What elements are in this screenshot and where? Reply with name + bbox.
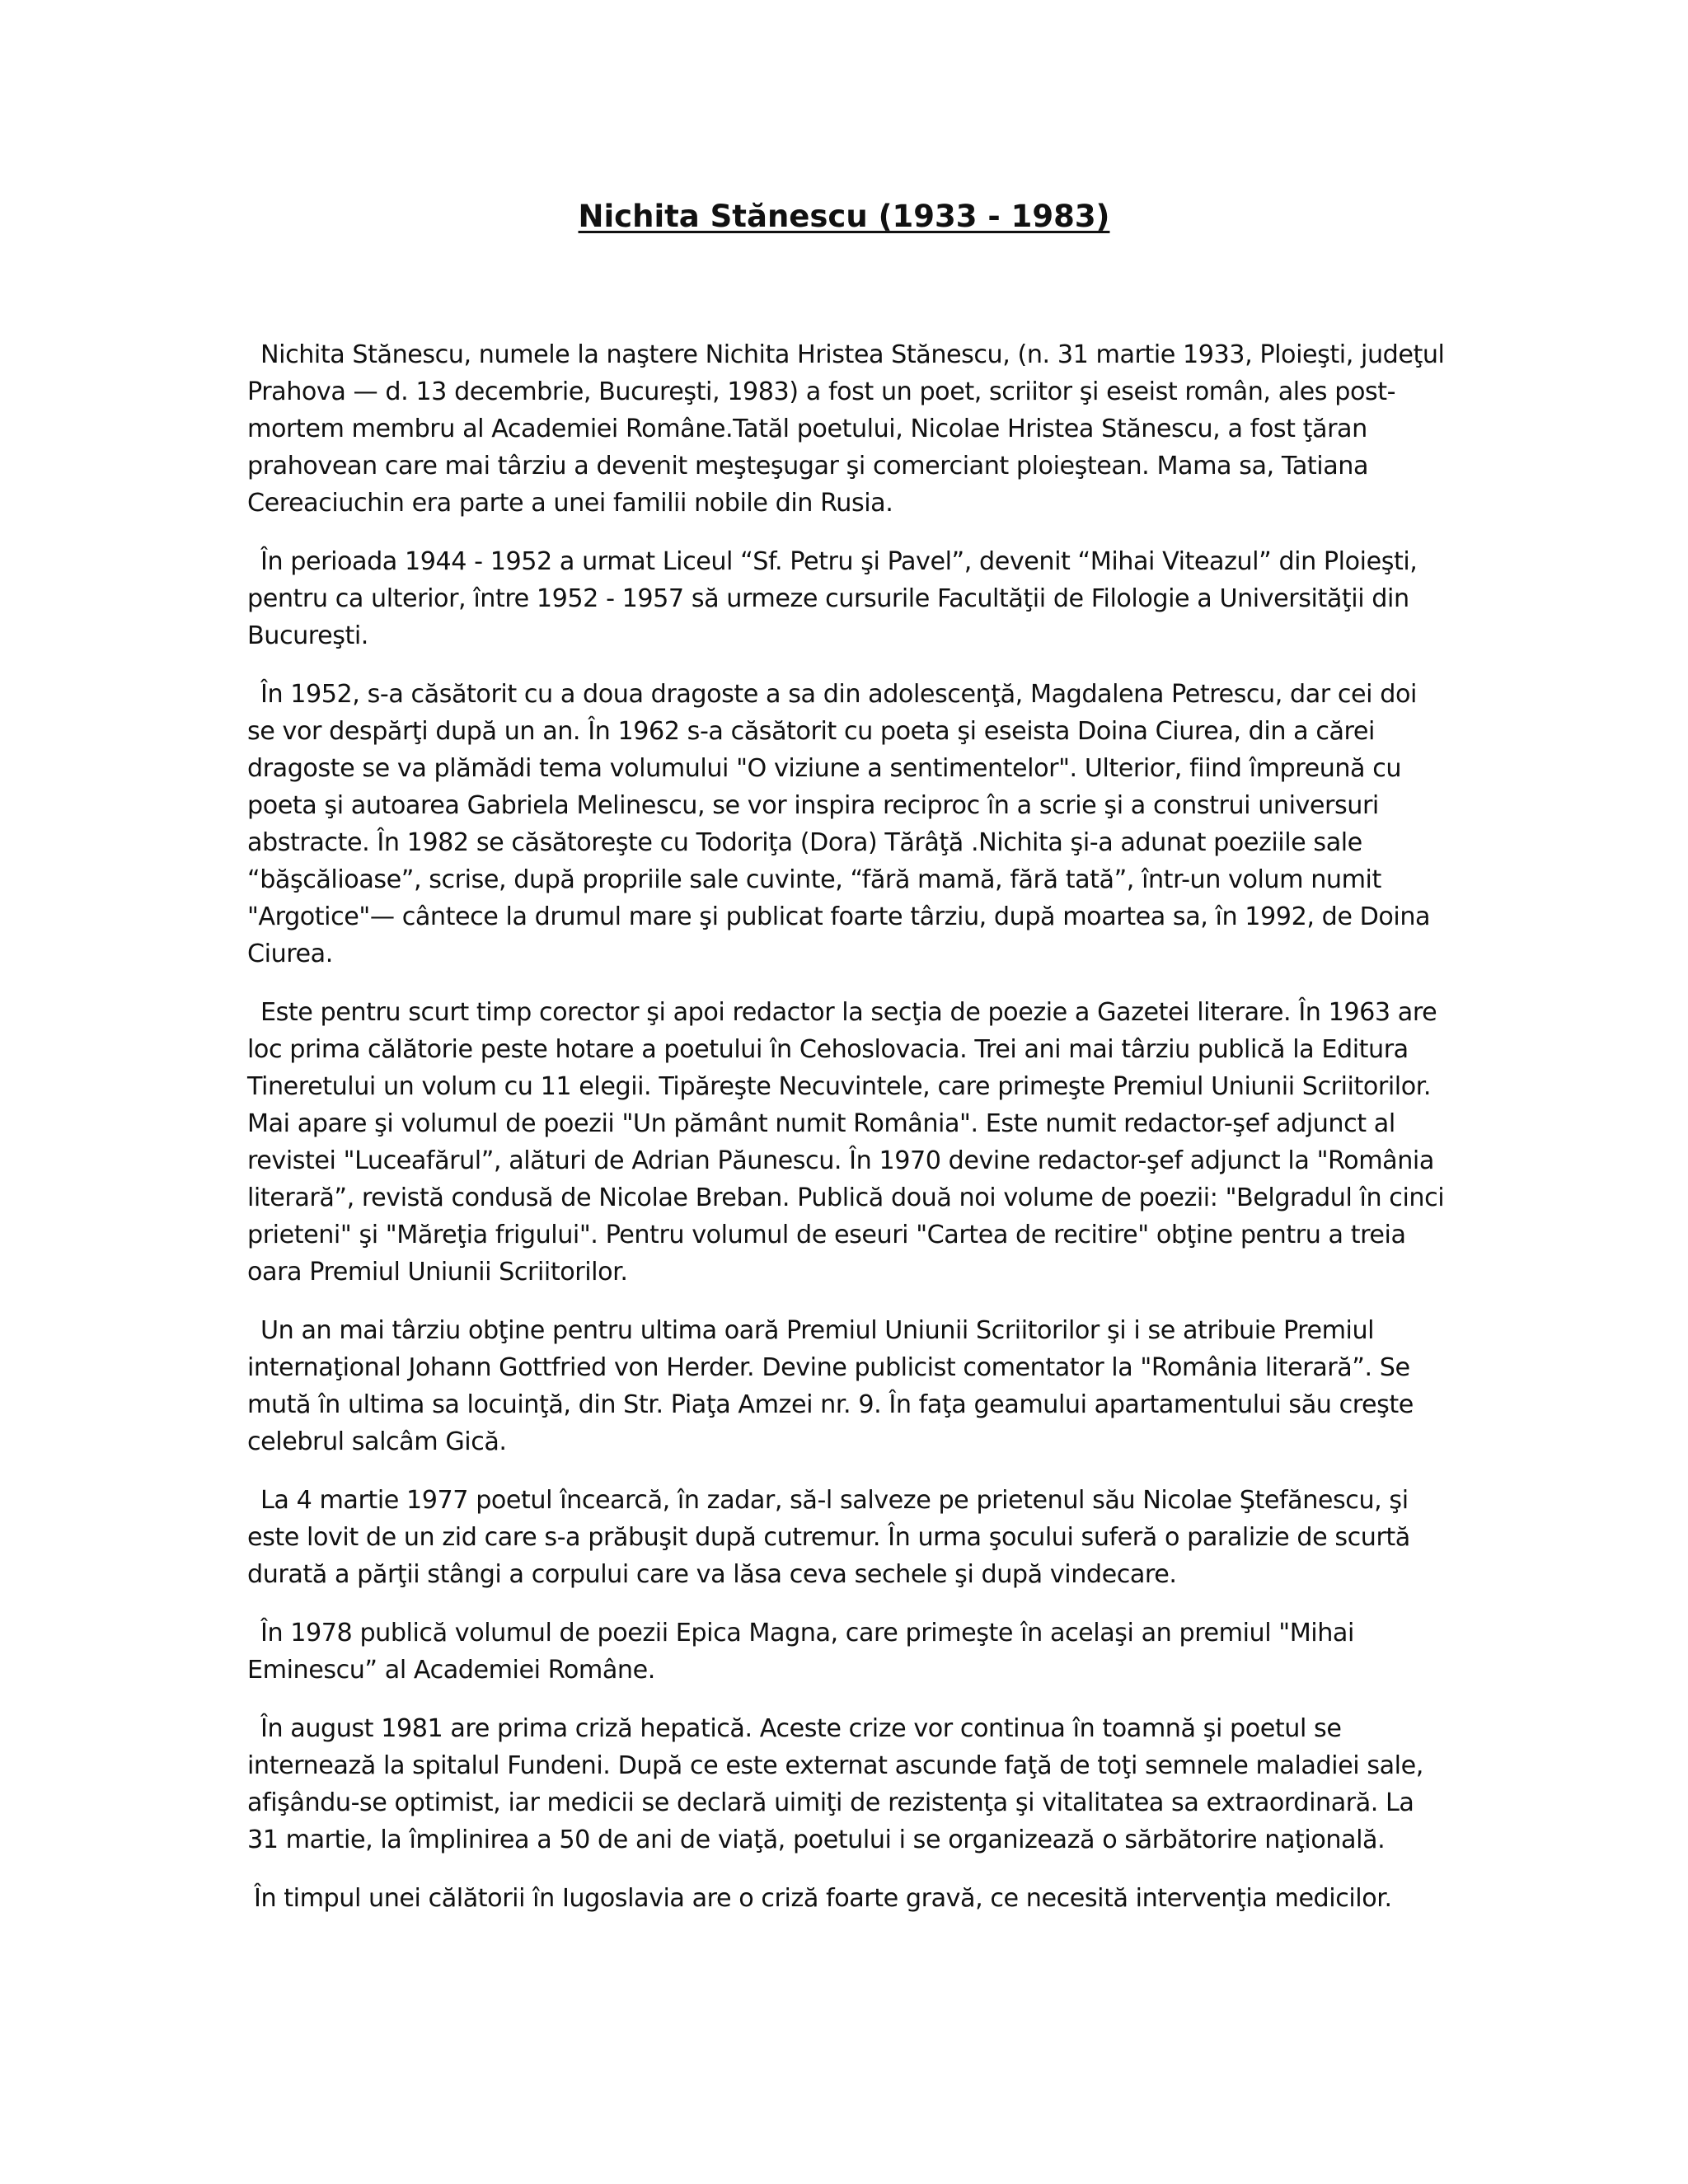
document-body xyxy=(247,336,1447,1917)
paragraph-career: Este pentru scurt timp corector şi apoi redactor la secţia de poezie a Gazetei literare. În 1963 are loc prima călătorie peste hotare a poetului în Cehoslovacia. Trei ani mai târziu publică la Editura Tineretului un volum cu 11 elegii. Tipăreşte Necuvintele, care primeşte Premiul Uniunii Scriitorilor. Mai apare şi volumul de poezii "Un pământ numit România". Este numit redactor-şef adjunct al revistei "Luceafărul”, alături de Adrian Păunescu. În 1970 devine redactor-şef adjunct la "România literară”, revistă condusă de Nicolae Breban. Publică două noi volume de poezii: "Belgradul în cinci prieteni" şi "Măreţia frigului". Pentru volumul de eseuri "Cartea de recitire" obţine pentru a treia oara Premiul Uniunii Scriitorilor. xyxy=(247,998,1445,1286)
document-title-text: Nichita Stănescu (1933 - 1983) xyxy=(578,199,1110,234)
paragraph-marriages: În 1952, s-a căsătorit cu a doua dragoste a sa din adolescenţă, Magdalena Petrescu, dar cei doi se vor despărţi după un an. În 1962 s-a căsătorit cu poeta şi eseista Doina Ciurea, din a cărei dragoste se va plămădi tema volumului "O viziune a sentimentelor". Ulterior, fiind împreună cu poeta şi autoarea Gabriela Melinescu, se vor inspira reciproc în a scrie şi a construi universuri abstracte. În 1982 se căsătoreşte cu Todoriţa (Dora) Tărâţă .Nichita şi-a adunat poeziile sale “băşcălioase”, scrise, după propriile sale cuvinte, “fără mamă, fără tată”, într-un volum numit "Argotice"— cântece la drumul mare şi publicat foarte târziu, după moartea sa, în 1992, de Doina Ciurea. xyxy=(247,680,1431,968)
paragraph-education: În perioada 1944 - 1952 a urmat Liceul “Sf. Petru şi Pavel”, devenit “Mihai Viteazul” din Ploieşti, pentru ca ulterior, între 1952 - 1957 să urmeze cursurile Facultăţii de Filologie a Universităţii din Bucureşti. xyxy=(247,547,1418,650)
paragraph-epica-magna: În 1978 publică volumul de poezii Epica Magna, care primeşte în acelaşi an premiul "Mihai Eminescu” al Academiei Române. xyxy=(247,1619,1354,1685)
paragraph-birth-family: Nichita Stănescu, numele la naştere Nichita Hristea Stănescu, (n. 31 martie 1933, Ploieşti, judeţul Prahova — d. 13 decembrie, Bucureşti, 1983) a fost un poet, scriitor şi eseist român, ales post-mortem membru al Academiei Române.Tatăl poetului, Nicolae Hristea Stănescu, a fost ţăran prahovean care mai târziu a devenit meşteşugar şi comerciant ploieştean. Mama sa, Tatiana Cereaciuchin era parte a unei familii nobile din Rusia. xyxy=(247,340,1445,518)
paragraph-illness: În august 1981 are prima criză hepatică. Aceste crize vor continua în toamnă şi poetul se internează la spitalul Fundeni. După ce este externat ascunde faţă de toţi semnele maladiei sale, afişându-se optimist, iar medicii se declară uimiţi de rezistenţa şi vitalitatea sa extraordinară. La 31 martie, la împlinirea a 50 de ani de viaţă, poetului i se organizează o sărbătorire naţională. xyxy=(247,1714,1423,1854)
paragraph-earthquake: La 4 martie 1977 poetul încearcă, în zadar, să-l salveze pe prietenul său Nicolae Ştefănescu, şi este lovit de un zid care s-a prăbuşit după cutremur. În urma şocului suferă o paralizie de scurtă durată a părţii stângi a corpului care va lăsa ceva sechele şi după vindecare. xyxy=(247,1486,1410,1589)
document-title xyxy=(0,196,1688,237)
paragraph-yugoslavia: În timpul unei călătorii în Iugoslavia are o criză foarte gravă, ce necesită intervenţia medicilor. xyxy=(254,1884,1392,1913)
paragraph-herder-prize: Un an mai târziu obţine pentru ultima oară Premiul Uniunii Scriitorilor şi i se atribuie Premiul internaţional Johann Gottfried von Herder. Devine publicist comentator la "România literară”. Se mută în ultima sa locuinţă, din Str. Piaţa Amzei nr. 9. În faţa geamului apartamentului său creşte celebrul salcâm Gică. xyxy=(247,1316,1414,1456)
